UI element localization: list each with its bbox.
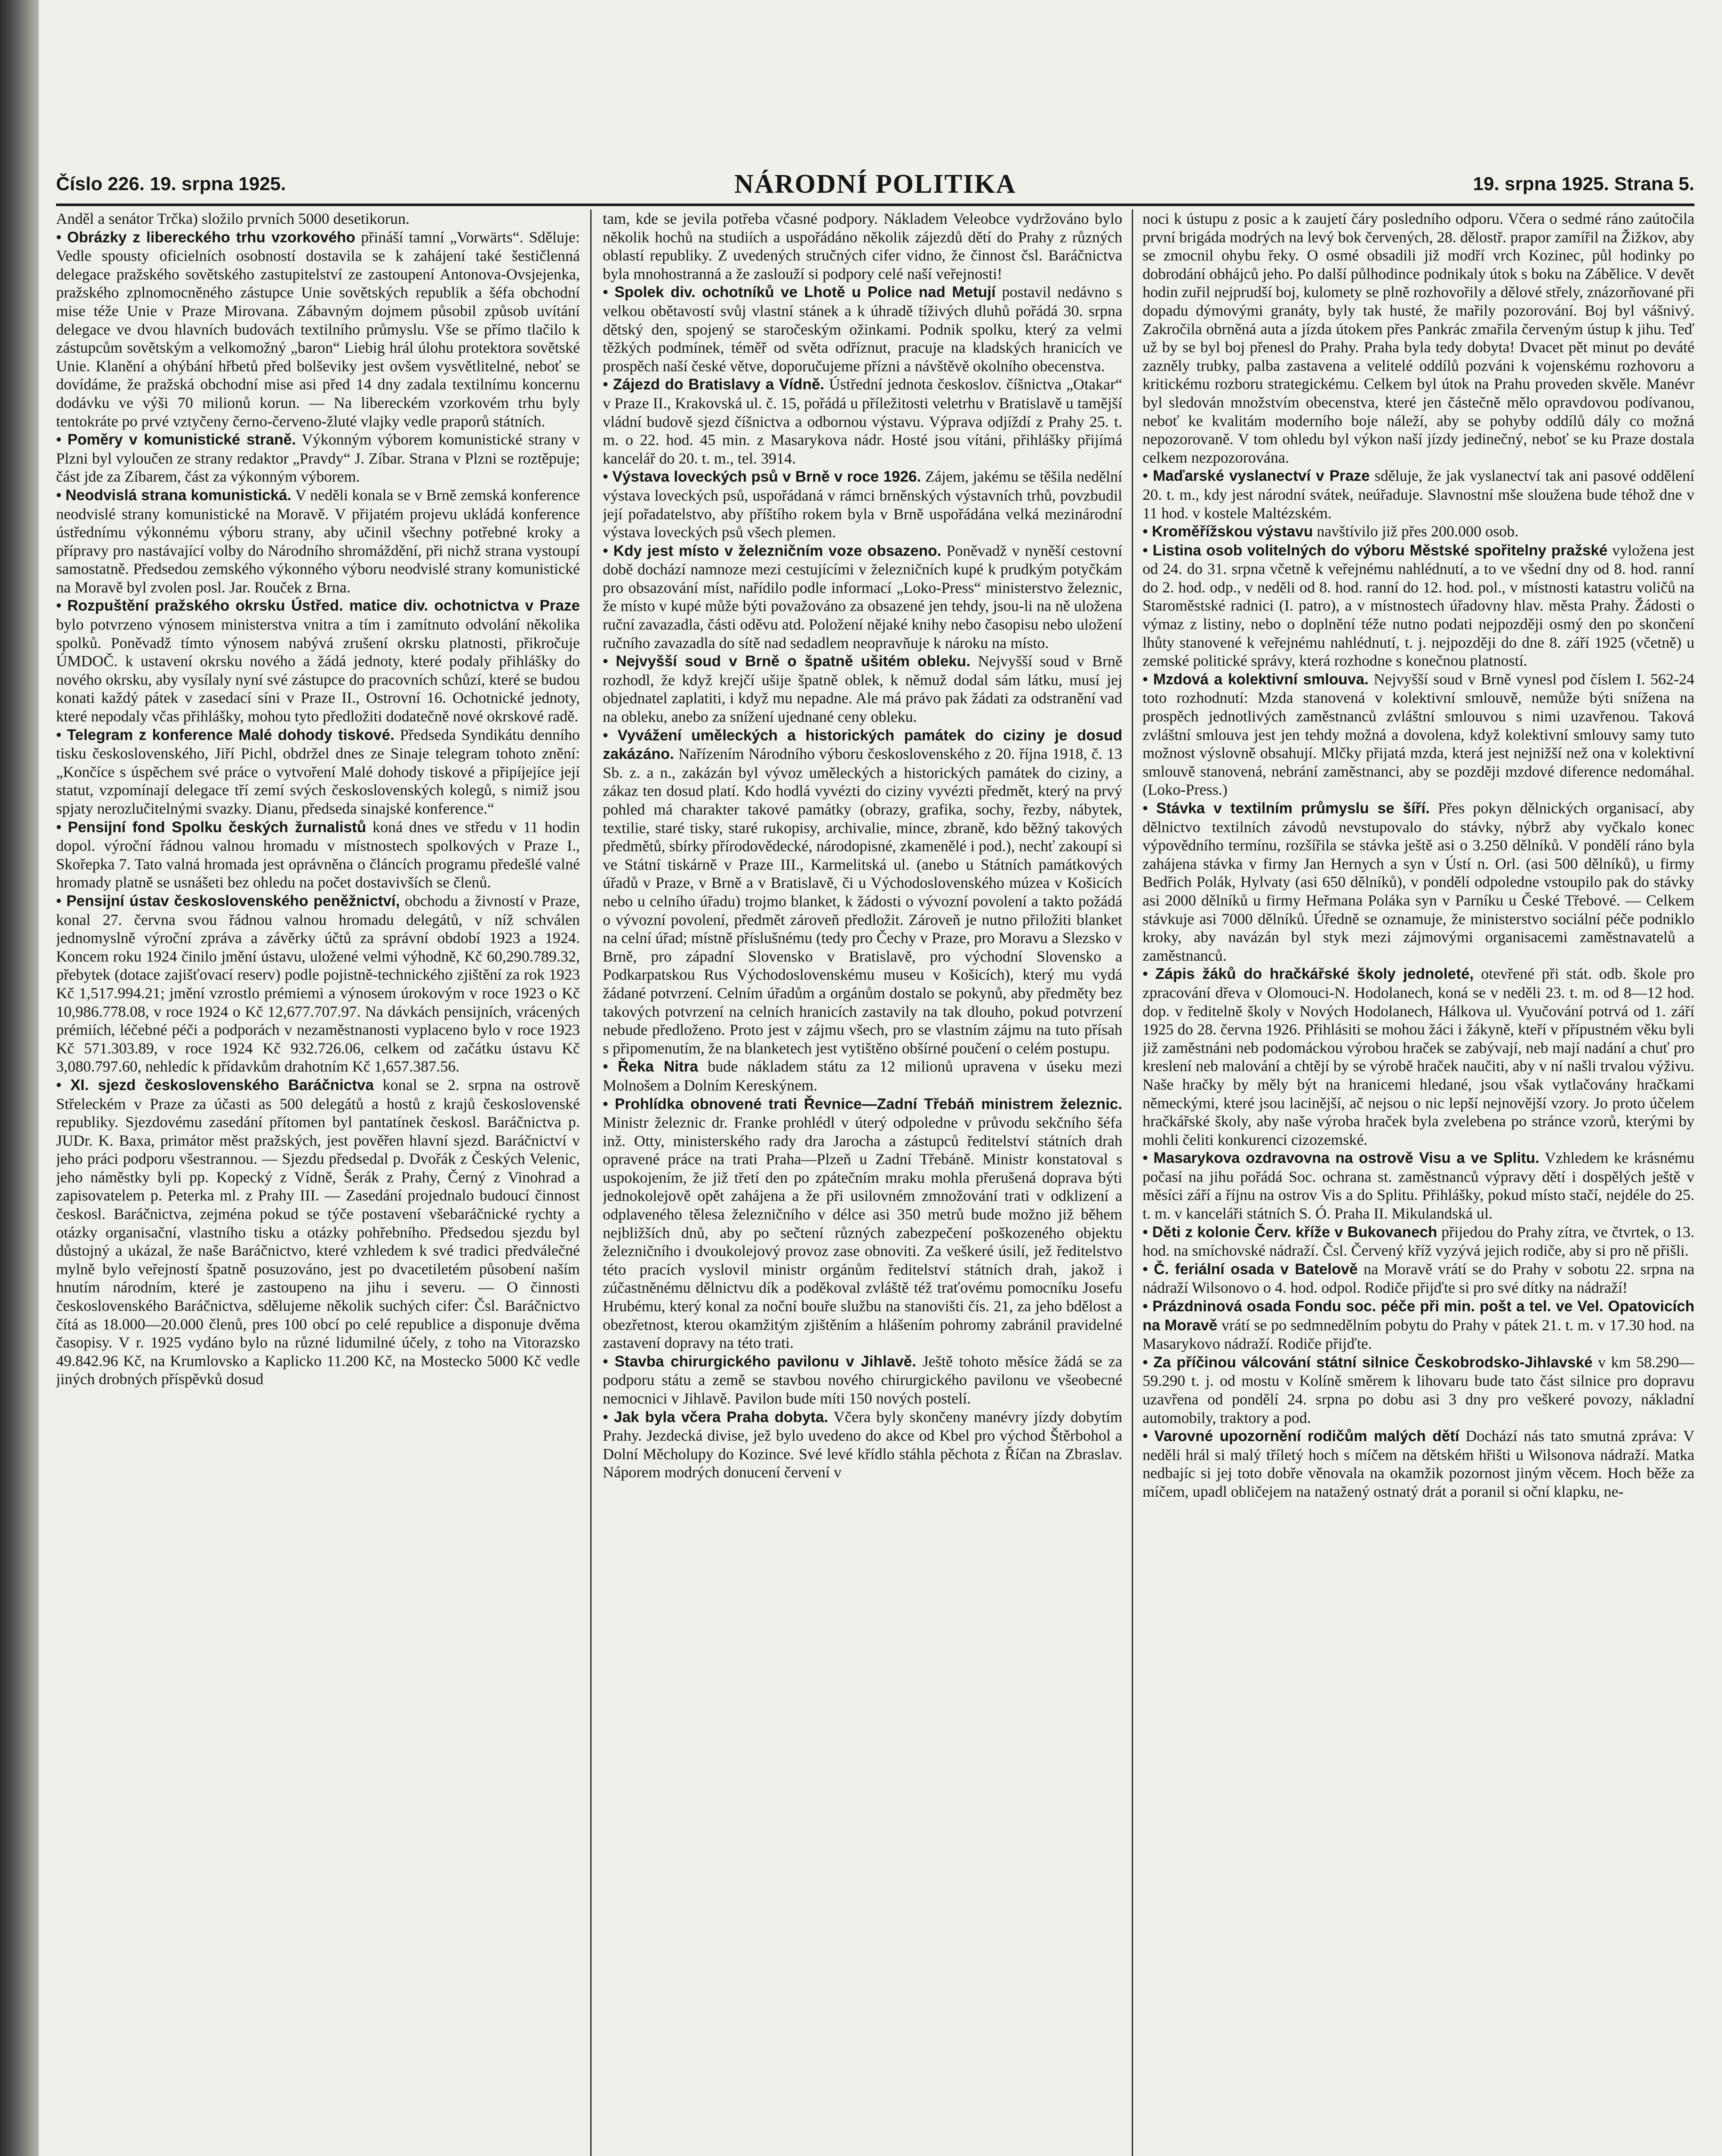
article-headline: Mzdová a kolektivní smlouva. bbox=[1153, 671, 1369, 688]
article-body: Výkonným výborem komunistické strany v Plzni byl vyloučen ze strany redaktor „Pravdy“ J. Zíbar. Strana v Plzni se roztěpuje; část jde za Zíbarem, část za výkonným výborem. bbox=[56, 431, 580, 486]
article-paragraph bbox=[56, 1076, 580, 1388]
article-body: Vzhledem ke krásnému počasí na jihu pořádá Soc. ochrana st. zaměstnanců výpravy dětí i dospělých ještě v měsíci září a říjnu na ostrov Vis a do Splitu. Přihlášky, pokud místo stačí, nejdéle do 25. t. m. v kanceláři státních S. Ó. Praha II. Mikulandská ul. bbox=[1143, 1149, 1694, 1222]
article-headline: Č. feriální osada v Batelově bbox=[1154, 1260, 1358, 1278]
article-body: Anděl a senátor Trčka) složilo prvních 5000 desetikorun. bbox=[56, 210, 410, 227]
article-paragraph bbox=[1143, 1297, 1694, 1353]
article-body: noci k ústupu z posic a k zaujetí čáry posledního odporu. Včera o sedmé ráno zaútočila první brigáda modrých na levý bok červených, 28. dělostř. prapor zamířil na Žižkov, aby se zmocnil ohybu řeky. O osmé obsadili již modří vrch Kozinec, půl hodinky po dobrodání obhájců jeho. Po další půlhodince podnikaly útok s boku na Zábělice. V devět hodin zuřil nejprudší boj, kulomety se plně rozhovořily a dělové střely, znázorňované při dopadu dýmovými granáty, byly tak husté, že mařily pozorování. Boj byl vášnivý. Zakročila obrněná auta a jízda útokem přes Pankrác zmařila červeným ústup k jihu. Teď už by se byl boj přenesl do Prahy. Praha byla tedy dobyta! Dvacet pět minut po deváté zazněly trubky, palba zastavena a velitelé oddílů pozváni k vojenskému rozhovoru a kritickému rozboru strategickému. Celkem byl útok na Prahu proveden skvěle. Manévr byl sledován množstvím obecenstva, které jen částečně mělo opravdovou podívanou, neboť ke kvalitám moderního boje náleží, aby se pohyby oddílů dály co možná nepozorovaně. V tom ohledu byl výkon naší jízdy jedinečný, neboť se ku Praze dostala celkem nezpozorována. bbox=[1143, 210, 1694, 466]
article-paragraph bbox=[603, 1095, 1122, 1352]
article-headline: Obrázky z libereckého trhu vzorkového bbox=[67, 229, 356, 246]
article-body: obchodu a živností v Praze, konal 27. června svou řádnou valnou hromadu delegátů, v níž schválen jednomyslně výroční zpráva a závěrky účtů za správní období 1923 a 1924. Koncem roku 1924 činilo jmění ústavu, uložené velmi výhodně, Kč 60,290.789.32, přebytek (dotace zajišťovací reserv) podle pojistně-technického zjištění za rok 1923 Kč 1,517.994.21; jmění vzrostlo prémiemi a výnosem úrokovým v roce 1923 o Kč 10,986.778.08, v roce 1924 o Kč 12,677.707.97. Na dávkách pensijních, vrácených prémiích, léčebné péči a podporách v nezaměstnanosti vyplaceno bylo v roce 1923 Kč 571.303.89, v roce 1924 Kč 932.726.06, celkem od začátku ústavu Kč 3,080.797.60, nehledíc k přídavkům drahotním Kč 1,657.387.56. bbox=[56, 892, 580, 1075]
article-paragraph bbox=[56, 486, 580, 597]
article-paragraph bbox=[56, 210, 580, 228]
article-headline: Řeka Nitra bbox=[617, 1058, 698, 1075]
article-headline: XI. sjezd československého Baráčnictva bbox=[70, 1076, 374, 1094]
page-number: 19. srpna 1925. Strana 5. bbox=[1473, 173, 1694, 194]
article-body: Včera byly skončeny manévry jízdy dobytím Prahy. Jezdecká divise, jež bylo uvedeno do akce od Kbel pro východ Štěrbohol a Dolní Měcholupy do Kozince. Své levé křídlo stáhla pěchota z Říčan na Zbraslav. Náporem modrých donucení červení v bbox=[603, 1408, 1122, 1481]
article-paragraph bbox=[56, 596, 580, 725]
article-body: přijedou do Prahy zítra, ve čtvrtek, o 13. hod. na smíchovské nádraží. Čsl. Červený kříž vyzývá jejich rodiče, aby si pro ně přišli. bbox=[1143, 1223, 1694, 1260]
header-rule bbox=[56, 204, 1694, 206]
article-paragraph bbox=[603, 1057, 1122, 1094]
article-body: Nejvyšší soud v Brně vynesl pod číslem I. 562-24 toto rozhodnutí: Mzda stanovená v kolektivní smlouvě, nemůže býti snížena na prospěch jednotlivých zaměstnanců zvláštní smlouvou s nimi uzavřenou. Taková zvláštní smlouva jest jen tehdy možná a dovolena, když kolektivní smlouvy samy tuto možnost výslovně obsahují. Mlčky přijatá mzda, která jest nejnižší než ona v kolektivní smlouvě stanovená, nebrání zaměstnanci, aby se později mzdové diference nedomáhal. (Loko-Press.) bbox=[1143, 670, 1694, 799]
article-headline: Prohlídka obnovené trati Řevnice—Zadní Třebáň ministrem železnic. bbox=[614, 1095, 1122, 1112]
article-headline: Výstava loveckých psů v Brně v roce 1926. bbox=[612, 468, 921, 486]
article-paragraph bbox=[1143, 541, 1694, 670]
article-paragraph bbox=[56, 818, 580, 892]
article-body: Nejvyšší soud v Brně rozhodl, že když krejčí ušije špatně oblek, k němuž dodal sám látku, musí jej objednatel zaplatiti, i když mu nepadne. Ale má právo pak žádati za odstranění vad na obleku, anebo za snížení ujednané ceny obleku. bbox=[603, 652, 1122, 726]
article-paragraph bbox=[1143, 1427, 1694, 1501]
article-body: Poněvadž v nyněší cestovní době dochází namnoze mezi cestujícími v železničních kupé k prudkým potyčkám pro obsazování míst, nařídilo podle informací „Loko-Press“ ministerstvo železnic, že místo v kupé může býti považováno za obsazené jen tehdy, jsou-li na ně uložena ruční zavazadla, části oděvu atd. Položení nějaké knihy nebo časopisu nebo uložení ručního zavazadla do sítě nad sedadlem neopravňuje k nároku na místo. bbox=[603, 542, 1122, 652]
article-body: Ještě tohoto měsíce žádá se za podporu státu a země se stavbou nového chirurgického pavilonu ve všeobecné nemocnici v Jihlavě. Pavilon bude míti 150 nových postelí. bbox=[603, 1352, 1122, 1407]
newspaper-title: NÁRODNÍ POLITIKA bbox=[734, 169, 1016, 199]
article-headline: Varovné upozornění rodičům malých dětí bbox=[1154, 1428, 1459, 1445]
scan-margin bbox=[0, 0, 39, 2156]
article-body: postavil nedávno s velkou obětavostí svůj vlastní stánek a k úhradě tíživých dluhů pořádá 30. srpna dětský den, spojený se staročeským ožinkami. Podnik spolku, který za velmi těžkých podmínek, téměř od světa odříznut, pracuje na kladských hranicích ve prospěch naší české větve, doporučujeme přízni a návštěvě okolního obecenstva. bbox=[603, 283, 1122, 375]
article-body: sděluje, že jak vyslanectví tak ani pasové oddělení 20. t. m., kdy jest národní svátek, neúřaduje. Slavnostní mše sloužena bude téhož dne v 11 hod. v kostele Maltézském. bbox=[1143, 467, 1694, 522]
article-paragraph bbox=[56, 892, 580, 1076]
article-paragraph bbox=[1143, 799, 1694, 965]
article-headline: Zápis žáků do hračkářské školy jednoleté, bbox=[1155, 965, 1474, 983]
article-paragraph bbox=[1143, 522, 1694, 541]
article-paragraph bbox=[1143, 210, 1694, 467]
article-body: Ústřední jednota českoslov. číšnictva „Otakar“ v Praze II., Krakovská ul. č. 15, pořádá u příležitosti veletrhu v Bratislavě u tamější vládní budově sjezd číšnictva a odbornou výstavu. Výprava odjíždí z Prahy 25. t. m. o 22. hod. 45 min. z Masarykova nádr. Hosté jsou vítáni, přihlášky přijímá kancelář do 20. t. m., tel. 3914. bbox=[603, 376, 1122, 467]
article-body: Přes pokyn dělnických organisací, aby dělnictvo textilních závodů nevstupovalo do stávky, nýbrž aby vyčkalo konec výpovědního termínu, rozšířila se stávka ještě asi o 3.250 dělníků. V pondělí ráno byla zahájena stávka v firmy Jan Hernych a syn v Ústí n. Orl. (asi 500 dělníků), u firmy Bedřich Polák, Hylvaty (asi 650 dělníků), v pondělí odpoledne vstoupilo pak do stávky asi 2000 dělníků u firmy Heřmana Poláka syn v Parníku u České Třebové. — Celkem stávkuje asi 7000 dělníků. Úředně se oznamuje, že ministerstvo sociální péče podniklo kroky, aby navázán byl styk mezi zájmovými organisacemi zaměstnavatelů a zaměstnanců. bbox=[1143, 799, 1694, 964]
article-body: konal se 2. srpna na ostrově Střeleckém v Praze za účasti as 500 delegátů a hostů z krajů československé republiky. Sjezdovému zasedání přítomen byl pantatínek českosl. Baráčnictva p. JUDr. K. Baxa, primátor měst pražských, jest pověřen hlavní sjezd. Baráčnictví v jeho práci podporu všestrannou. — Sjezdu předsedal p. Dvořák z Českých Velenic, jeho náměstky byli pp. Kopecký z Vídně, Šerák z Prahy, Černý z Vinohrad a zapisovatelem p. Peterka ml. z Prahy III. — Zasedání projednalo budoucí činnost českosl. Baráčnictva, zejména pokud se týče postavení všebaráčnické rychty a otázky organisační, vlastního tisku a otázky pohřebního. Předsedou sjezdu byl důstojný a ukázal, že naše Baráčnictvo, které vzhledem k své tradici předválečné mylně bylo veřejností špatně posuzováno, jest po dvacetiletém působení naším hnutím národním, které je zastoupeno na jihu i severu. — O činnosti československého Baráčnictva, sdělujeme několik suchých cifer: Čsl. Baráčnictvo čítá as 18.000—20.000 členů, pres 100 obcí po celé republice a disponuje dvěma časopisy. V r. 1925 vydáno bylo na různé lidumilné účely, z toho na Vitorazsko 49.842.96 Kč, na Krumlovsko a Kaplicko 11.200 Kč, na Mostecko 5000 Kč vedle jiných drobných příspěvků dosud bbox=[56, 1076, 580, 1388]
article-headline: Maďarské vyslanectví v Praze bbox=[1152, 467, 1370, 485]
article-body: Nařízením Národního výboru československého z 20. října 1918, č. 13 Sb. z. a n., zakázán byl vývoz uměleckých a historických památek do ciziny, a zákaz ten dosud platí. Kdo hodlá vyvézti do ciziny vyvézti předmět, který na prvý pohled má charakter takové památky (obrazy, grafika, sochy, řezby, nábytek, textilie, staré tisky, staré rukopisy, archivalie, mince, zbraně, kdo běžný takových předmětů, sbírky přírodovědecké, národopisné, zkamenělé i pod.), nechť zakoupí si ve Státní tiskárně v Praze III., Karmelitská ul. (anebo u Státních památkových úřadů v Praze, v Brně a v Bratislavě, či u Východoslovenského múzea v Košicích nebo u celního úřadu) trojmo blanket, k žádosti o vývozní povolení a takto požádá o vývozní povolení, předmět zároveň předložit. Zároveň je nutno přiložiti blanket na celní úřad; místně příslušnému (tedy pro Čechy v Praze, pro Moravu a Slezsko v Brně, pro západní Slovensko v Bratislavě, pro východní Slovensko a Podkarpatskou Rus Východoslovenskému museu v Košicích), který mu vydá žádané potvrzení. Celním úřadům a orgánům dostalo se pokynů, aby předměty bez takových potvrzení na celních hranicích zastavily na tak dlouho, pokud potvrzení nebude předloženo. Proto jest v zájmu všech, pro se vlastním zájmu na tuto přísah s připomenutím, že na blanketech jest vytištěno obšírné poučení o celém postupu. bbox=[603, 745, 1122, 1057]
article-body: bude nákladem státu za 12 milionů upravena v úseku mezi Molnošem a Dolním Kereskýnem. bbox=[603, 1058, 1122, 1094]
issue-number: Číslo 226. 19. srpna 1925. bbox=[56, 173, 286, 194]
article-paragraph bbox=[1143, 1260, 1694, 1297]
article-paragraph bbox=[603, 726, 1122, 1058]
article-body: Ministr železnic dr. Franke prohlédl v úterý odpoledne v průvodu sekčního šéfa inž. Otty, ministerského rady dra Jarocha a zástupců ředitelství státních drah opravené práce na trati Praha—Plzeň u Zadní Třebáně. Ministr konstatoval s uspokojením, že již třetí den po zpátečním mraku mohla přerušená doprava býti jednokolejově opět zahájena a že při usilovném zmnožování trati v odklizení a odplaveného tělesa železničního v délce asi 350 metrů bude možno již během nejbližších dnů, aby po sečtení různých zabezpečení poškozeného objektu železničního i dvoukolejový provoz zase obnoviti. Za veškeré úsilí, jež ředitelstvo této pracích vyslovil ministr orgánům ředitelství státních drah, jakož i zúčastněnému dělnictvu dík a poděkoval zvláště též traťovému pomocníku Josefu Hrubému, který konal za noční bouře službu na stanovišti čís. 21, za jeho bdělost a obezřetnost, kterou okamžitým zjištěním a hlášením pohromy zabránil pravidelné zastavení dopravy na této trati. bbox=[603, 1114, 1122, 1352]
article-paragraph bbox=[1143, 1149, 1694, 1222]
article-headline: Kroměřížskou výstavu bbox=[1152, 523, 1313, 540]
article-body: vyložena jest od 24. do 31. srpna včetně k veřejnému nahlédnutí, a to ve všední dny od 8. hod. ranní do 2. hod. odp., v neděli od 8. hod. ranní do 12. hod. pol., v místnosti katastru voličů na Staroměstské radnici (I. patro), a v místnostech úřadovny hlav. města Prahy. Žádosti o výmaz z listiny, nebo o doplnění téže nutno podati nejpozději osmý den po skončení lhůty stanovené k veřejnému nahlédnutí, t. j. nejpozději do dne 8. září 1925 (včetně) u zemské politické správy, která rozhodne s konečnou platností. bbox=[1143, 541, 1694, 670]
article-paragraph bbox=[1143, 467, 1694, 522]
article-body: na Moravě vrátí se do Prahy v sobotu 22. srpna na nádraží Wilsonovo o 4. hod. odpol. Rodiče přijďte si pro své dítky na nádraží! bbox=[1143, 1260, 1694, 1297]
article-paragraph bbox=[603, 1352, 1122, 1408]
article-headline: Poměry v komunistické straně. bbox=[67, 431, 296, 448]
article-body: otevřené při stát. odb. škole pro zpracování dřeva v Olomouci-N. Hodolanech, koná se v neděli 23. t. m. od 8—12 hod. dop. v ředitelně školy v Nových Hodolanech, Hálkova ul. Vyučování potrvá od 1. září 1925 do 28. června 1926. Přihlásiti se mohou žáci i žákyně, kteří v přípustném věku byli již zaměstnáni neb podomáckou výrobou hraček se zabývají, neb mají nadání a chuť pro kreslení neb malování a chtějí by se výrobě hraček naučiti, aby v ní našli trvalou výživu. Naše hračky by měly být na hranicemi hledané, jsou však vytlačovány hračkami německými, které jsou lacinější, ač nejsou o nic lepší nejnovější vzory. Jo proto účelem hračkářské školy, aby naše výroba hraček byla zvelebena po stránce vzorů, kterými by mohli čeliti konkurenci cizozemské. bbox=[1143, 965, 1694, 1148]
article-headline: Pensijní fond Spolku českých žurnalistů bbox=[68, 818, 366, 836]
article-headline: Stávka v textilním průmyslu se šíří. bbox=[1156, 800, 1430, 817]
article-body: koná dnes ve středu v 11 hodin dopol. výroční řádnou valnou hromadu v místnostech spolkových v Praze I., Skořepka 7. Tato valná hromada jest oprávněna o článcích programu předešlé valné hromady platně se usnášeti bez ohledu na počet dostavivších se členů. bbox=[56, 818, 580, 891]
article-headline: Kdy jest místo v železničním voze obsazeno. bbox=[613, 542, 942, 559]
article-paragraph bbox=[603, 542, 1122, 652]
article-paragraph bbox=[603, 1408, 1122, 1482]
article-headline: Prázdninová osada Fondu soc. péče při min. pošt a tel. ve Vel. Opatovicích na Moravě bbox=[1143, 1298, 1694, 1334]
article-headline: Vyvážení uměleckých a historických památek do ciziny je dosud zakázáno. bbox=[603, 727, 1122, 763]
column-divider bbox=[590, 210, 592, 2156]
article-headline: Stavba chirurgického pavilonu v Jihlavě. bbox=[614, 1353, 916, 1370]
article-paragraph bbox=[56, 726, 580, 818]
article-paragraph bbox=[603, 467, 1122, 541]
article-paragraph bbox=[603, 652, 1122, 726]
column-divider bbox=[1132, 210, 1133, 2156]
article-body: navštívilo již přes 200.000 osob. bbox=[1317, 523, 1519, 540]
article-paragraph bbox=[603, 283, 1122, 375]
article-headline: Pensijní ústav československého peněžnictví, bbox=[66, 892, 400, 909]
article-headline: Masarykova ozdravovna na ostrově Visu a ve Splitu. bbox=[1153, 1150, 1540, 1167]
column-3 bbox=[1143, 210, 1694, 2156]
article-paragraph bbox=[1143, 1353, 1694, 1427]
article-paragraph bbox=[1143, 1223, 1694, 1260]
article-paragraph bbox=[1143, 965, 1694, 1149]
article-paragraph bbox=[56, 430, 580, 486]
column-1 bbox=[56, 210, 580, 2156]
article-headline: Spolek div. ochotníků ve Lhotě u Police nad Metují bbox=[614, 284, 996, 301]
article-headline: Děti z kolonie Červ. kříže v Bukovanech bbox=[1152, 1223, 1437, 1241]
article-paragraph bbox=[56, 228, 580, 431]
article-headline: Neodvislá strana komunistická. bbox=[65, 486, 291, 504]
article-body: v km 58.290—59.290 t. j. od mostu v Kolíně směrem k lihovaru bude tato část silnice pro dopravu uzavřena od pondělí 24. srpna po dobu asi 3 dny pro veškeré povozy, nákladní automobily, traktory a pod. bbox=[1143, 1353, 1694, 1426]
article-body: Předseda Syndikátu denního tisku československého, Jiří Pichl, obdržel dnes ze Sinaje telegram tohoto znění: „Končíce s úspěchem své práce o vytvoření Malé dohody tiskové a připíjejíce její statut, vzpomínají delegace tří zemí svých československých kolegů, s nimiž jsou spjaty nerozlučitelnými svazky. Dianu, předseda sinajské konference.“ bbox=[56, 726, 580, 817]
article-headline: Za příčinou válcování státní silnice Českobrodsko-Jihlavské bbox=[1153, 1354, 1593, 1371]
article-body: Dochází nás tato smutná zpráva: V neděli hrál si malý tříletý hoch s míčem na dětském hřišti u Wilsonova nádraží. Matka nedbajíc si jej toto dobře věnovala na okamžik pozornost jiným věcem. Hoch běže za míčem, upadl obličejem na natažený ostnatý drát a poranil si oční klapku, ne- bbox=[1143, 1427, 1694, 1500]
article-paragraph bbox=[603, 375, 1122, 467]
column-2 bbox=[603, 210, 1122, 2156]
article-body: Zájem, jakému se těšila nedělní výstava loveckých psů, uspořádaná v rámci brněnských výstavních trhů, povzbudil její pořadatelstvo, aby příštího rokem byla v Brně uspořádána velká mezinárodní výstava loveckých psů všech plemen. bbox=[603, 468, 1122, 541]
article-headline: Listina osob volitelných do výboru Městské spořitelny pražské bbox=[1152, 542, 1608, 559]
article-body: tam, kde se jevila potřeba včasné podpory. Nákladem Veleobce vydržováno bylo několik hochů na studiích a uspořádáno několik zájezdů dětí do Prahy z různých oblastí republiky. Z uvedených stručných cifer vidno, že činnost čsl. Baráčnictva byla mnohostranná a že zaslouží si podpory celé naší veřejnosti! bbox=[603, 210, 1122, 282]
article-headline: Rozpuštění pražského okrsku Ústřed. matice div. ochotnictva v Praze bbox=[67, 597, 580, 614]
article-body: vrátí se po sedmnedělním pobytu do Prahy v pátek 21. t. m. v 17.30 hod. na Masarykovo nádraží. Rodiče přijďte. bbox=[1143, 1316, 1694, 1353]
article-headline: Jak byla včera Praha dobyta. bbox=[614, 1408, 828, 1426]
article-paragraph bbox=[1143, 670, 1694, 799]
article-headline: Zájezd do Bratislavy a Vídně. bbox=[613, 376, 824, 393]
article-headline: Nejvyšší soud v Brně o špatně ušitém obleku. bbox=[616, 653, 971, 670]
article-body: přináší tamní „Vorwärts“. Sděluje: Vedle spousty oficielních osobností dostavila se k zahájení také šestičlenná delegace pražského sovětského zastupitelství ze zastoupení Antonova-Ovsjejenka, pražského zplnomocněného zástupce Unie sovětských republik a šéfa obchodní mise téže Unie v Praze Mirovana. Zábavným dojmem působil způsob uvítání delegace ve dvou hlavních budovách textilního průmyslu. Vše se přímo tlačilo k zástupcům sovětským a velkomožný „baron“ Liebig hrál úlohu protektora sovětské Unie. Klanění a ohýbání hřbetů před bolševiky jest ovšem vysvětlitelné, neboť se dovídáme, že pražská obchodní mise asi před 14 dny zadala textilnímu koncernu dodávku ve výši 70 milionů korun. — Na libereckém vzorkovém trhu byly tentokráte po prvé vztyčeny černo-červeno-žluté vlajky vedle praporů státních. bbox=[56, 228, 580, 430]
article-paragraph bbox=[603, 210, 1122, 283]
article-body: V neděli konala se v Brně zemská konference neodvislé strany komunistické na Moravě. V přijatém projevu ukládá konference ústřednímu výkonnému výboru strany, aby učinil všechny potřebné kroky a přípravy pro nastávající volby do Národního shromáždění, při nichž strana vystoupí samostatně. Předsedou zemského výkonného výboru neodvislé strany komunistické na Moravě byl zvolen posl. Jar. Rouček z Brna. bbox=[56, 486, 580, 596]
article-headline: Telegram z konference Malé dohody tiskové. bbox=[67, 726, 394, 743]
masthead bbox=[56, 169, 1694, 203]
article-body: bylo potvrzeno výnosem ministerstva vnitra a tím i zamítnuto odvolání několika spolků. Poněvadž tímto výnosem nabývá zrušení okrsku platnosti, přikročuje ÚMDOČ. k ustavení okrsku nového a žádá jednoty, které podaly přihlášky do nového okrsku, aby vysílaly nyní své zástupce do pracovních schůzí, které se budou konati každý pátek v zasedací síni v Praze II., Ostrovní 16. Ochotnické jednoty, které nepodaly včas přihlášky, mohou tyto předložiti dodatečně nové okrskové radě. bbox=[56, 616, 580, 725]
